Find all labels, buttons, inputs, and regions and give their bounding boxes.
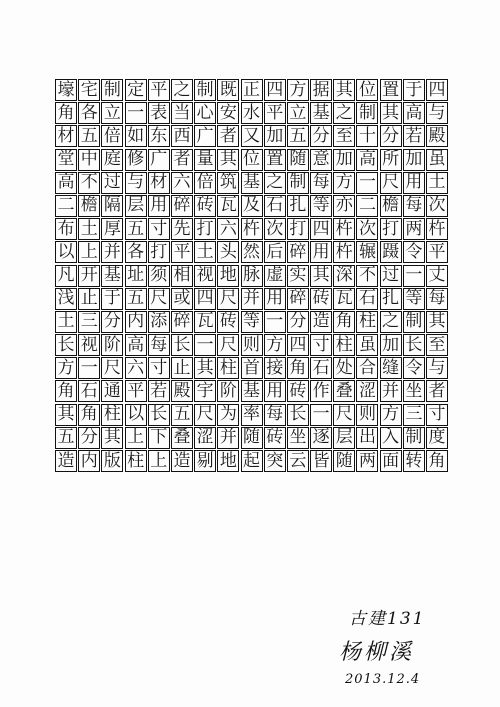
character-cell: 中 [78,149,100,171]
character-cell: 与 [426,357,448,379]
character-cell: 倍 [101,125,123,147]
character-cell: 尺 [380,172,402,194]
character-cell: 倍 [194,172,216,194]
character-cell: 率 [241,404,263,426]
character-cell: 每 [148,334,170,356]
character-cell: 内 [125,311,147,333]
character-cell: 云 [287,450,309,472]
character-cell: 心 [194,102,216,124]
character-cell: 其 [380,102,402,124]
character-cell: 两 [403,218,425,240]
character-cell: 视 [78,334,100,356]
character-cell: 皆 [310,450,332,472]
character-cell: 之 [171,79,193,101]
character-cell: 打 [148,241,170,263]
character-cell: 砖 [264,427,286,449]
character-cell: 转 [403,450,425,472]
character-cell: 五 [78,125,100,147]
character-cell: 为 [217,404,239,426]
character-cell: 脉 [241,265,263,287]
character-cell: 五 [125,218,147,240]
character-cell: 五 [125,288,147,310]
character-cell: 角 [55,102,77,124]
character-cell: 长 [148,404,170,426]
character-cell: 修 [125,149,147,171]
character-cell: 角 [55,380,77,402]
character-cell: 十 [356,125,378,147]
character-cell: 六 [217,218,239,240]
character-cell: 次 [264,218,286,240]
character-cell: 各 [78,102,100,124]
character-cell: 入 [380,427,402,449]
character-cell: 止 [78,288,100,310]
character-cell: 碎 [171,195,193,217]
character-cell: 不 [78,172,100,194]
character-cell: 东 [148,125,170,147]
character-cell: 则 [356,404,378,426]
character-cell: 逐 [310,427,332,449]
character-cell: 随 [287,149,309,171]
character-cell: 柱 [356,311,378,333]
character-cell: 杵 [333,241,355,263]
character-cell: 等 [310,195,332,217]
character-cell: 平 [264,102,286,124]
character-cell: 水 [241,102,263,124]
character-cell: 并 [217,427,239,449]
character-cell: 寸 [148,218,170,240]
character-cell: 若 [403,125,425,147]
character-cell: 高 [356,149,378,171]
character-cell: 并 [101,241,123,263]
character-cell: 分 [380,125,402,147]
character-cell: 平 [426,241,448,263]
character-cell: 石 [356,288,378,310]
character-cell: 突 [264,450,286,472]
character-cell: 尺 [148,288,170,310]
character-cell: 筑 [217,172,239,194]
character-cell: 者 [217,125,239,147]
character-cell: 平 [171,241,193,263]
character-cell: 定 [125,79,147,101]
character-cell: 过 [101,172,123,194]
character-cell: 视 [194,265,216,287]
character-cell: 并 [241,288,263,310]
character-cell: 杵 [333,218,355,240]
character-cell: 四 [264,79,286,101]
character-cell: 角 [426,450,448,472]
character-cell: 碎 [287,241,309,263]
character-cell: 令 [403,241,425,263]
character-cell: 加 [380,334,402,356]
character-cell: 每 [403,195,425,217]
character-cell: 先 [171,218,193,240]
character-cell: 尺 [101,357,123,379]
character-cell: 据 [310,79,332,101]
character-cell: 分 [310,125,332,147]
character-cell: 用 [264,288,286,310]
character-cell: 址 [125,265,147,287]
character-cell: 位 [241,149,263,171]
character-cell: 造 [55,450,77,472]
character-cell: 尺 [333,404,355,426]
character-cell: 若 [148,380,170,402]
character-cell: 版 [101,450,123,472]
character-cell: 寸 [310,334,332,356]
character-cell: 每 [310,172,332,194]
character-cell: 用 [148,195,170,217]
character-cell: 虽 [426,149,448,171]
character-cell: 高 [55,172,77,194]
character-cell: 度 [426,427,448,449]
character-cell: 头 [217,241,239,263]
character-cell: 造 [310,311,332,333]
character-cell: 扎 [380,288,402,310]
character-cell: 浅 [55,288,77,310]
character-cell: 凡 [55,265,77,287]
character-cell: 砖 [310,288,332,310]
character-cell: 立 [101,102,123,124]
character-cell: 制 [287,172,309,194]
character-cell: 过 [380,265,402,287]
character-cell: 实 [287,265,309,287]
character-cell: 其 [426,311,448,333]
character-cell: 长 [171,334,193,356]
character-cell: 坐 [287,427,309,449]
character-cell: 以 [125,404,147,426]
character-cell: 加 [264,125,286,147]
character-cell: 五 [171,404,193,426]
character-cell: 坐 [403,380,425,402]
character-cell: 角 [78,404,100,426]
character-cell: 虽 [356,334,378,356]
character-cell: 一 [310,404,332,426]
character-cell: 一 [125,102,147,124]
character-cell: 基 [241,172,263,194]
character-cell: 量 [194,149,216,171]
character-cell: 加 [333,149,355,171]
character-cell: 瓦 [333,288,355,310]
character-cell: 须 [148,265,170,287]
character-cell: 四 [426,79,448,101]
character-cell: 其 [333,79,355,101]
character-cell: 添 [148,311,170,333]
character-cell: 后 [264,241,286,263]
character-cell: 涩 [194,427,216,449]
character-cell: 四 [194,288,216,310]
character-cell: 材 [148,172,170,194]
character-cell: 四 [287,334,309,356]
character-cell: 四 [310,218,332,240]
character-cell: 布 [55,218,77,240]
character-cell: 次 [426,195,448,217]
author-name: 杨柳溪 [339,640,415,665]
character-cell: 制 [194,79,216,101]
character-cell: 一 [78,357,100,379]
character-cell: 于 [403,79,425,101]
character-cell: 然 [241,241,263,263]
character-cell: 方 [55,357,77,379]
character-cell: 五 [287,125,309,147]
character-cell: 地 [217,450,239,472]
character-cell: 合 [356,357,378,379]
character-cell: 方 [287,79,309,101]
character-cell: 打 [287,218,309,240]
character-cell: 堂 [55,149,77,171]
character-cell: 剔 [194,450,216,472]
character-cell: 及 [241,195,263,217]
character-cell: 或 [171,288,193,310]
character-cell: 随 [241,427,263,449]
character-cell: 叠 [333,380,355,402]
character-cell: 至 [333,125,355,147]
character-cell: 分 [78,427,100,449]
character-cell: 等 [241,311,263,333]
character-cell: 次 [356,218,378,240]
character-cell: 止 [171,357,193,379]
character-cell: 石 [78,380,100,402]
character-cell: 其 [55,404,77,426]
character-cell: 加 [403,149,425,171]
character-cell: 五 [55,427,77,449]
character-cell: 表 [148,102,170,124]
character-grid [55,79,448,472]
character-cell: 殿 [171,380,193,402]
character-cell: 二 [55,195,77,217]
character-cell: 起 [241,450,263,472]
character-cell: 三 [403,404,425,426]
character-cell: 辗 [356,241,378,263]
character-cell: 石 [310,357,332,379]
character-cell: 其 [101,427,123,449]
character-cell: 相 [171,265,193,287]
character-cell: 造 [171,450,193,472]
character-cell: 每 [426,288,448,310]
character-cell: 安 [217,102,239,124]
character-cell: 亦 [333,195,355,217]
character-cell: 其 [217,149,239,171]
character-cell: 不 [356,265,378,287]
character-cell: 宇 [194,380,216,402]
character-cell: 用 [403,172,425,194]
character-cell: 柱 [125,450,147,472]
character-cell: 上 [78,241,100,263]
character-cell: 之 [333,102,355,124]
character-cell: 柱 [101,404,123,426]
character-cell: 石 [264,195,286,217]
character-cell: 立 [287,102,309,124]
character-cell: 当 [171,102,193,124]
character-cell: 以 [55,241,77,263]
character-cell: 方 [264,334,286,356]
character-cell: 接 [264,357,286,379]
character-cell: 随 [333,450,355,472]
character-cell: 制 [403,311,425,333]
character-cell: 出 [356,427,378,449]
character-cell: 杵 [426,218,448,240]
character-cell: 处 [333,357,355,379]
character-cell: 如 [125,125,147,147]
character-cell: 角 [333,311,355,333]
character-cell: 等 [403,288,425,310]
character-cell: 每 [264,404,286,426]
character-cell: 叠 [171,427,193,449]
character-cell: 西 [171,125,193,147]
character-cell: 平 [125,380,147,402]
character-cell: 碎 [287,288,309,310]
character-cell: 广 [148,149,170,171]
character-cell: 又 [241,125,263,147]
character-cell: 首 [241,357,263,379]
character-cell: 隔 [101,195,123,217]
character-cell: 檐 [380,195,402,217]
character-cell: 土 [194,241,216,263]
character-cell: 杵 [241,218,263,240]
character-cell: 六 [171,172,193,194]
character-cell: 六 [125,357,147,379]
character-cell: 之 [264,172,286,194]
character-cell: 尺 [217,288,239,310]
character-cell: 宅 [78,79,100,101]
character-cell: 与 [426,102,448,124]
character-cell: 长 [287,404,309,426]
character-cell: 砖 [217,311,239,333]
character-cell: 檐 [78,195,100,217]
character-cell: 三 [78,311,100,333]
character-cell: 壕 [55,79,77,101]
character-cell: 蹑 [380,241,402,263]
character-cell: 扎 [287,195,309,217]
character-cell: 下 [148,427,170,449]
character-cell: 两 [356,450,378,472]
character-cell: 庭 [101,149,123,171]
character-cell: 者 [171,149,193,171]
signature-block [335,604,455,687]
character-cell: 开 [78,265,100,287]
character-cell: 其 [310,265,332,287]
character-cell: 置 [264,149,286,171]
class-label: 古建131 [349,609,426,629]
character-cell: 位 [356,79,378,101]
character-cell: 寸 [148,357,170,379]
character-cell: 令 [403,357,425,379]
character-cell: 尺 [217,334,239,356]
character-cell: 虚 [264,265,286,287]
character-cell: 至 [426,334,448,356]
character-cell: 厚 [101,218,123,240]
character-cell: 正 [241,79,263,101]
character-cell: 平 [148,79,170,101]
character-cell: 方 [333,172,355,194]
character-cell: 作 [310,380,332,402]
character-cell: 制 [101,79,123,101]
character-cell: 一 [194,334,216,356]
character-cell: 一 [356,172,378,194]
character-cell: 土 [426,172,448,194]
character-cell: 所 [380,149,402,171]
character-cell: 丈 [426,265,448,287]
character-cell: 地 [217,265,239,287]
character-cell: 尺 [194,404,216,426]
character-cell: 分 [287,311,309,333]
character-cell: 一 [264,311,286,333]
character-cell: 与 [125,172,147,194]
sheet-date: 2013.12.4 [345,672,421,687]
character-cell: 层 [125,195,147,217]
character-cell: 长 [403,334,425,356]
character-cell: 于 [101,288,123,310]
character-cell: 并 [380,380,402,402]
character-cell: 上 [148,450,170,472]
character-cell: 通 [101,380,123,402]
character-cell: 土 [78,218,100,240]
character-cell: 瓦 [217,195,239,217]
character-cell: 土 [55,311,77,333]
character-cell: 之 [380,311,402,333]
character-cell: 二 [356,195,378,217]
character-cell: 制 [356,102,378,124]
character-cell: 者 [426,380,448,402]
character-cell: 用 [264,380,286,402]
character-cell: 缝 [380,357,402,379]
character-cell: 各 [125,241,147,263]
character-cell: 高 [403,102,425,124]
character-cell: 长 [55,334,77,356]
character-cell: 高 [125,334,147,356]
character-cell: 内 [78,450,100,472]
character-cell: 阶 [101,334,123,356]
character-cell: 方 [380,404,402,426]
character-cell: 柱 [217,357,239,379]
character-cell: 制 [403,427,425,449]
character-cell: 上 [125,427,147,449]
character-cell: 角 [287,357,309,379]
character-cell: 一 [403,265,425,287]
character-cell: 广 [194,125,216,147]
character-cell: 材 [55,125,77,147]
character-cell: 面 [380,450,402,472]
character-cell: 则 [241,334,263,356]
character-cell: 基 [310,102,332,124]
character-cell: 层 [333,427,355,449]
character-cell: 基 [101,265,123,287]
character-cell: 用 [310,241,332,263]
character-cell: 砖 [194,195,216,217]
character-cell: 柱 [333,334,355,356]
character-cell: 打 [380,218,402,240]
character-cell: 其 [194,357,216,379]
character-cell: 分 [101,311,123,333]
character-cell: 打 [194,218,216,240]
character-cell: 既 [217,79,239,101]
character-cell: 寸 [426,404,448,426]
character-cell: 深 [333,265,355,287]
character-cell: 基 [241,380,263,402]
character-cell: 阶 [217,380,239,402]
character-cell: 涩 [356,380,378,402]
character-cell: 砖 [287,380,309,402]
character-cell: 殿 [426,125,448,147]
character-cell: 碎 [171,311,193,333]
character-cell: 置 [380,79,402,101]
character-cell: 意 [310,149,332,171]
character-cell: 瓦 [194,311,216,333]
